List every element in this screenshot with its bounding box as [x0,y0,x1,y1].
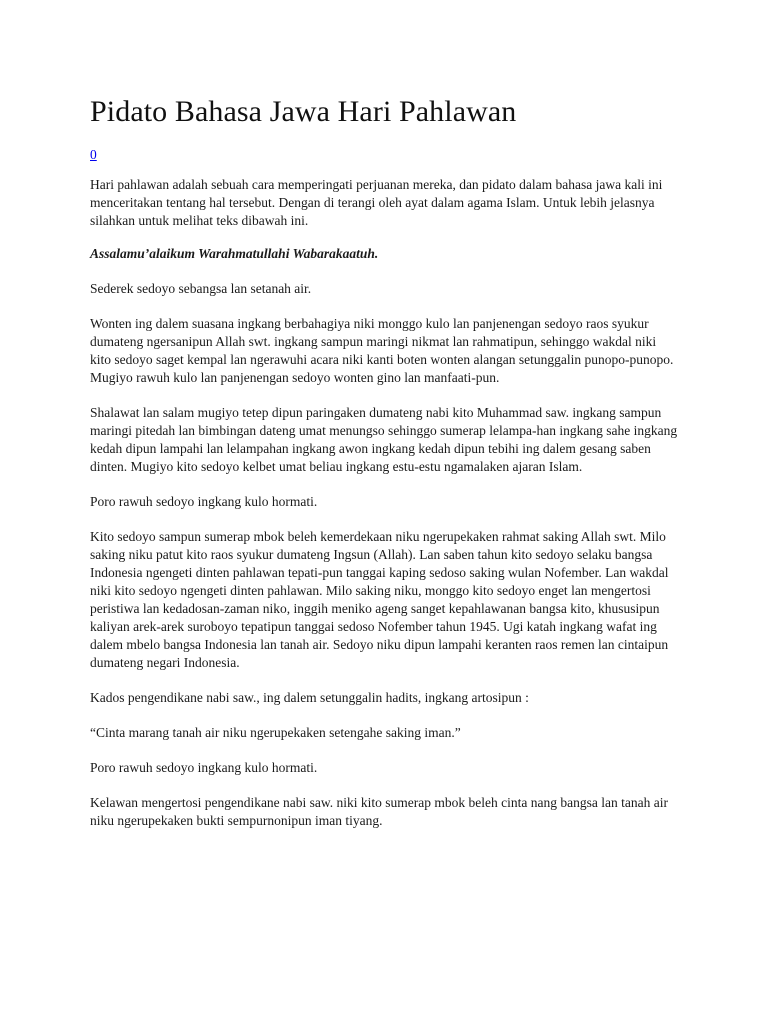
comment-count-link[interactable]: 0 [90,147,97,162]
article [90,92,680,830]
body-paragraph: Wonten ing dalem suasana ingkang berbahagiya niki monggo kulo lan panjenengan sedoyo raos syukur dumateng ngersanipun Allah swt. ingkang sampun maringi nikmat lan rahmatipun, sehinggo wakdal niki kito sedoyo saget kempal lan ngerawuhi acara niki kanti boten wonten alangan setunggalin punopo-punopo. Mugiyo rawuh kulo lan panjenengan sedoyo wonten gino lan manfaati-pun. [90,316,674,385]
body-paragraph: Poro rawuh sedoyo ingkang kulo hormati. [90,760,318,775]
body-paragraph: Kados pengendikane nabi saw., ing dalem setunggalin hadits, ingkang artosipun : [90,690,529,705]
body-paragraph: Kelawan mengertosi pengendikane nabi saw. niki kito sumerap mbok beleh cinta nang bangsa lan tanah air niku ngerupekaken bukti sempurnonipun iman tiyang. [90,795,668,828]
body-paragraph: Sederek sedoyo sebangsa lan setanah air. [90,281,312,296]
body-paragraph: Kito sedoyo sampun sumerap mbok beleh kemerdekaan niku ngerupekaken rahmat saking Allah swt. Milo saking niku patut kito raos syukur dumateng Ingsun (Allah). Lan saben tahun kito sedoyo selaku bangsa Indonesia ngengeti dinten pahlawan tepati-pun tanggai kaping sedoso saking wulan Nofember. Lan wakdal niki kito sedoyo ngengeti dinten pahlawan. Milo saking niku, monggo kito sedoyo enget lan mengertosi peristiwa lan kedadosan-zaman niko, inggih meniko ageng sanget kepahlawanan bangsa kito, khususipun kaliyan arek-arek suroboyo tepatipun tanggai sedoso Nofember tahun 1945. Ugi katah ingkang wafat ing dalem mbelo bangsa Indonesia lan tanah air. Sedoyo niku dipun lampahi keranten raos remen lan cintaipun dumateng negari Indonesia. [90,529,669,670]
quote-paragraph: “Cinta marang tanah air niku ngerupekaken setengahe saking iman.” [90,725,461,740]
body-paragraph: Poro rawuh sedoyo ingkang kulo hormati. [90,494,318,509]
body-paragraph: Shalawat lan salam mugiyo tetep dipun paringaken dumateng nabi kito Muhammad saw. ingkang sampun maringi pitedah lan bimbingan dateng umat menungso sehinggo sumerap lelampa-han ingkang sahe ingkang kedah dipun lampahi lan lelampahan ingkang awon ingkang kedah dipun tebihi ing dalem gesang saben dinten. Mugiyo kito sedoyo kelbet umat beliau ingkang estu-estu ngamalaken ajaran Islam. [90,405,678,474]
intro-paragraph: Hari pahlawan adalah sebuah cara memperingati perjuanan mereka, dan pidato dalam bahasa jawa kali ini menceritakan tentang hal tersebut. Dengan di terangi oleh ayat dalam agama Islam. Untuk lebih jelasnya silahkan untuk melihat teks dibawah ini. [90,177,663,228]
page-title: Pidato Bahasa Jawa Hari Pahlawan [90,95,517,128]
greeting-paragraph: Assalamu’alaikum Warahmatullahi Wabarakaatuh. [90,246,379,261]
